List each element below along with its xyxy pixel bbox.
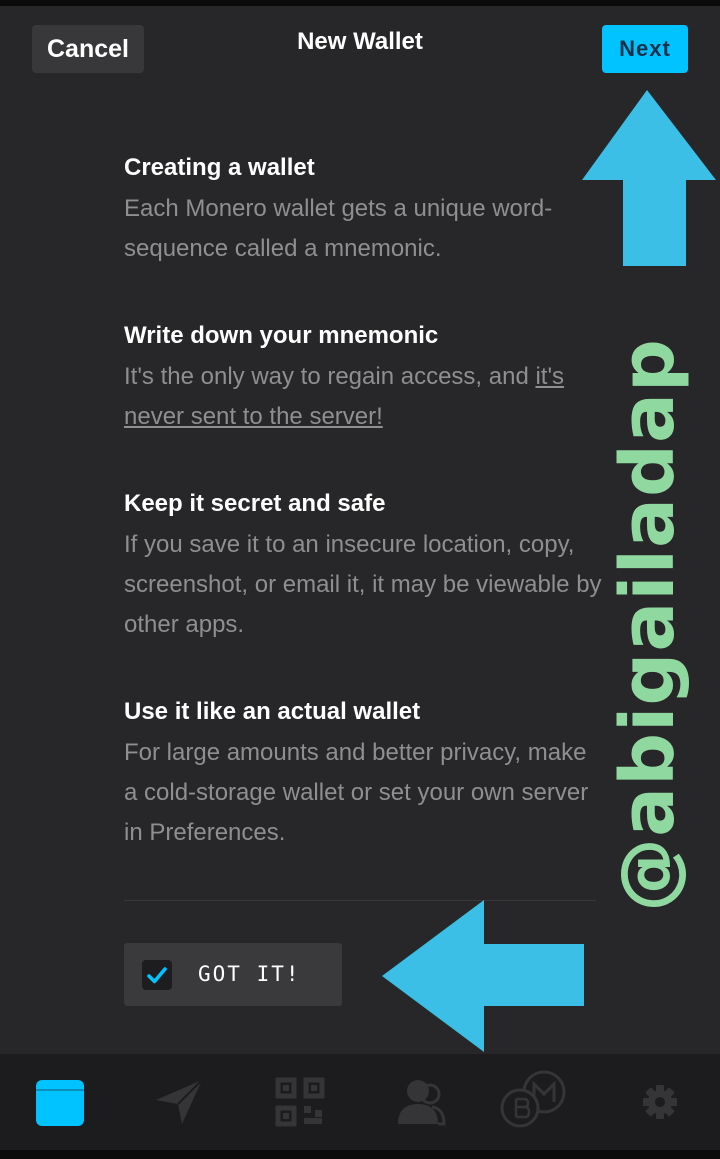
qr-code-icon [272,1074,328,1130]
tab-bar [0,1054,720,1150]
section-actual-wallet [124,695,604,853]
section-write-mnemonic [124,319,604,437]
section-heading: Keep it secret and safe [124,490,386,517]
send-icon [152,1074,208,1130]
section-heading: Creating a wallet [124,154,315,181]
tab-send[interactable] [152,1074,208,1130]
section-heading: Write down your mnemonic [124,322,439,349]
section-body: For large amounts and better privacy, make a cold-storage wallet or set your own server in Preferences. [124,739,589,846]
section-body [124,357,604,437]
section-body: Each Monero wallet gets a unique word-sequence called a mnemonic. [124,195,553,262]
cancel-button[interactable]: Cancel [32,25,144,73]
section-heading: Use it like an actual wallet [124,698,421,725]
section-body: If you save it to an insecure location, copy, screenshot, or email it, it may be viewable by other apps. [124,531,602,638]
page-title: New Wallet [297,28,423,55]
contacts-icon [392,1074,448,1130]
wallet-icon [32,1074,88,1130]
checkmark-icon [142,960,172,990]
never-sent-link[interactable]: it's never sent to the server! [124,363,565,430]
watermark-text: @abigailadap [605,338,691,912]
left-arrow-annotation-icon [378,898,588,1054]
tab-wallets[interactable] [32,1074,88,1130]
tab-receive[interactable] [272,1074,328,1130]
gear-icon [632,1074,688,1130]
up-arrow-annotation-icon [580,88,720,270]
section-body-text: It's the only way to regain access, and [124,363,536,390]
tab-settings[interactable] [632,1074,688,1130]
got-it-checkbox-button[interactable] [124,943,342,1006]
tab-exchange[interactable] [504,1074,560,1130]
got-it-label: GOT IT! [198,962,301,986]
section-creating-wallet [124,151,604,269]
next-button[interactable]: Next [602,25,688,73]
navigation-header [0,6,720,96]
tab-contacts[interactable] [392,1074,448,1130]
bottom-strip [0,1150,720,1159]
exchange-icon [496,1068,568,1128]
checkbox[interactable] [142,960,172,990]
section-secret-safe [124,487,604,645]
